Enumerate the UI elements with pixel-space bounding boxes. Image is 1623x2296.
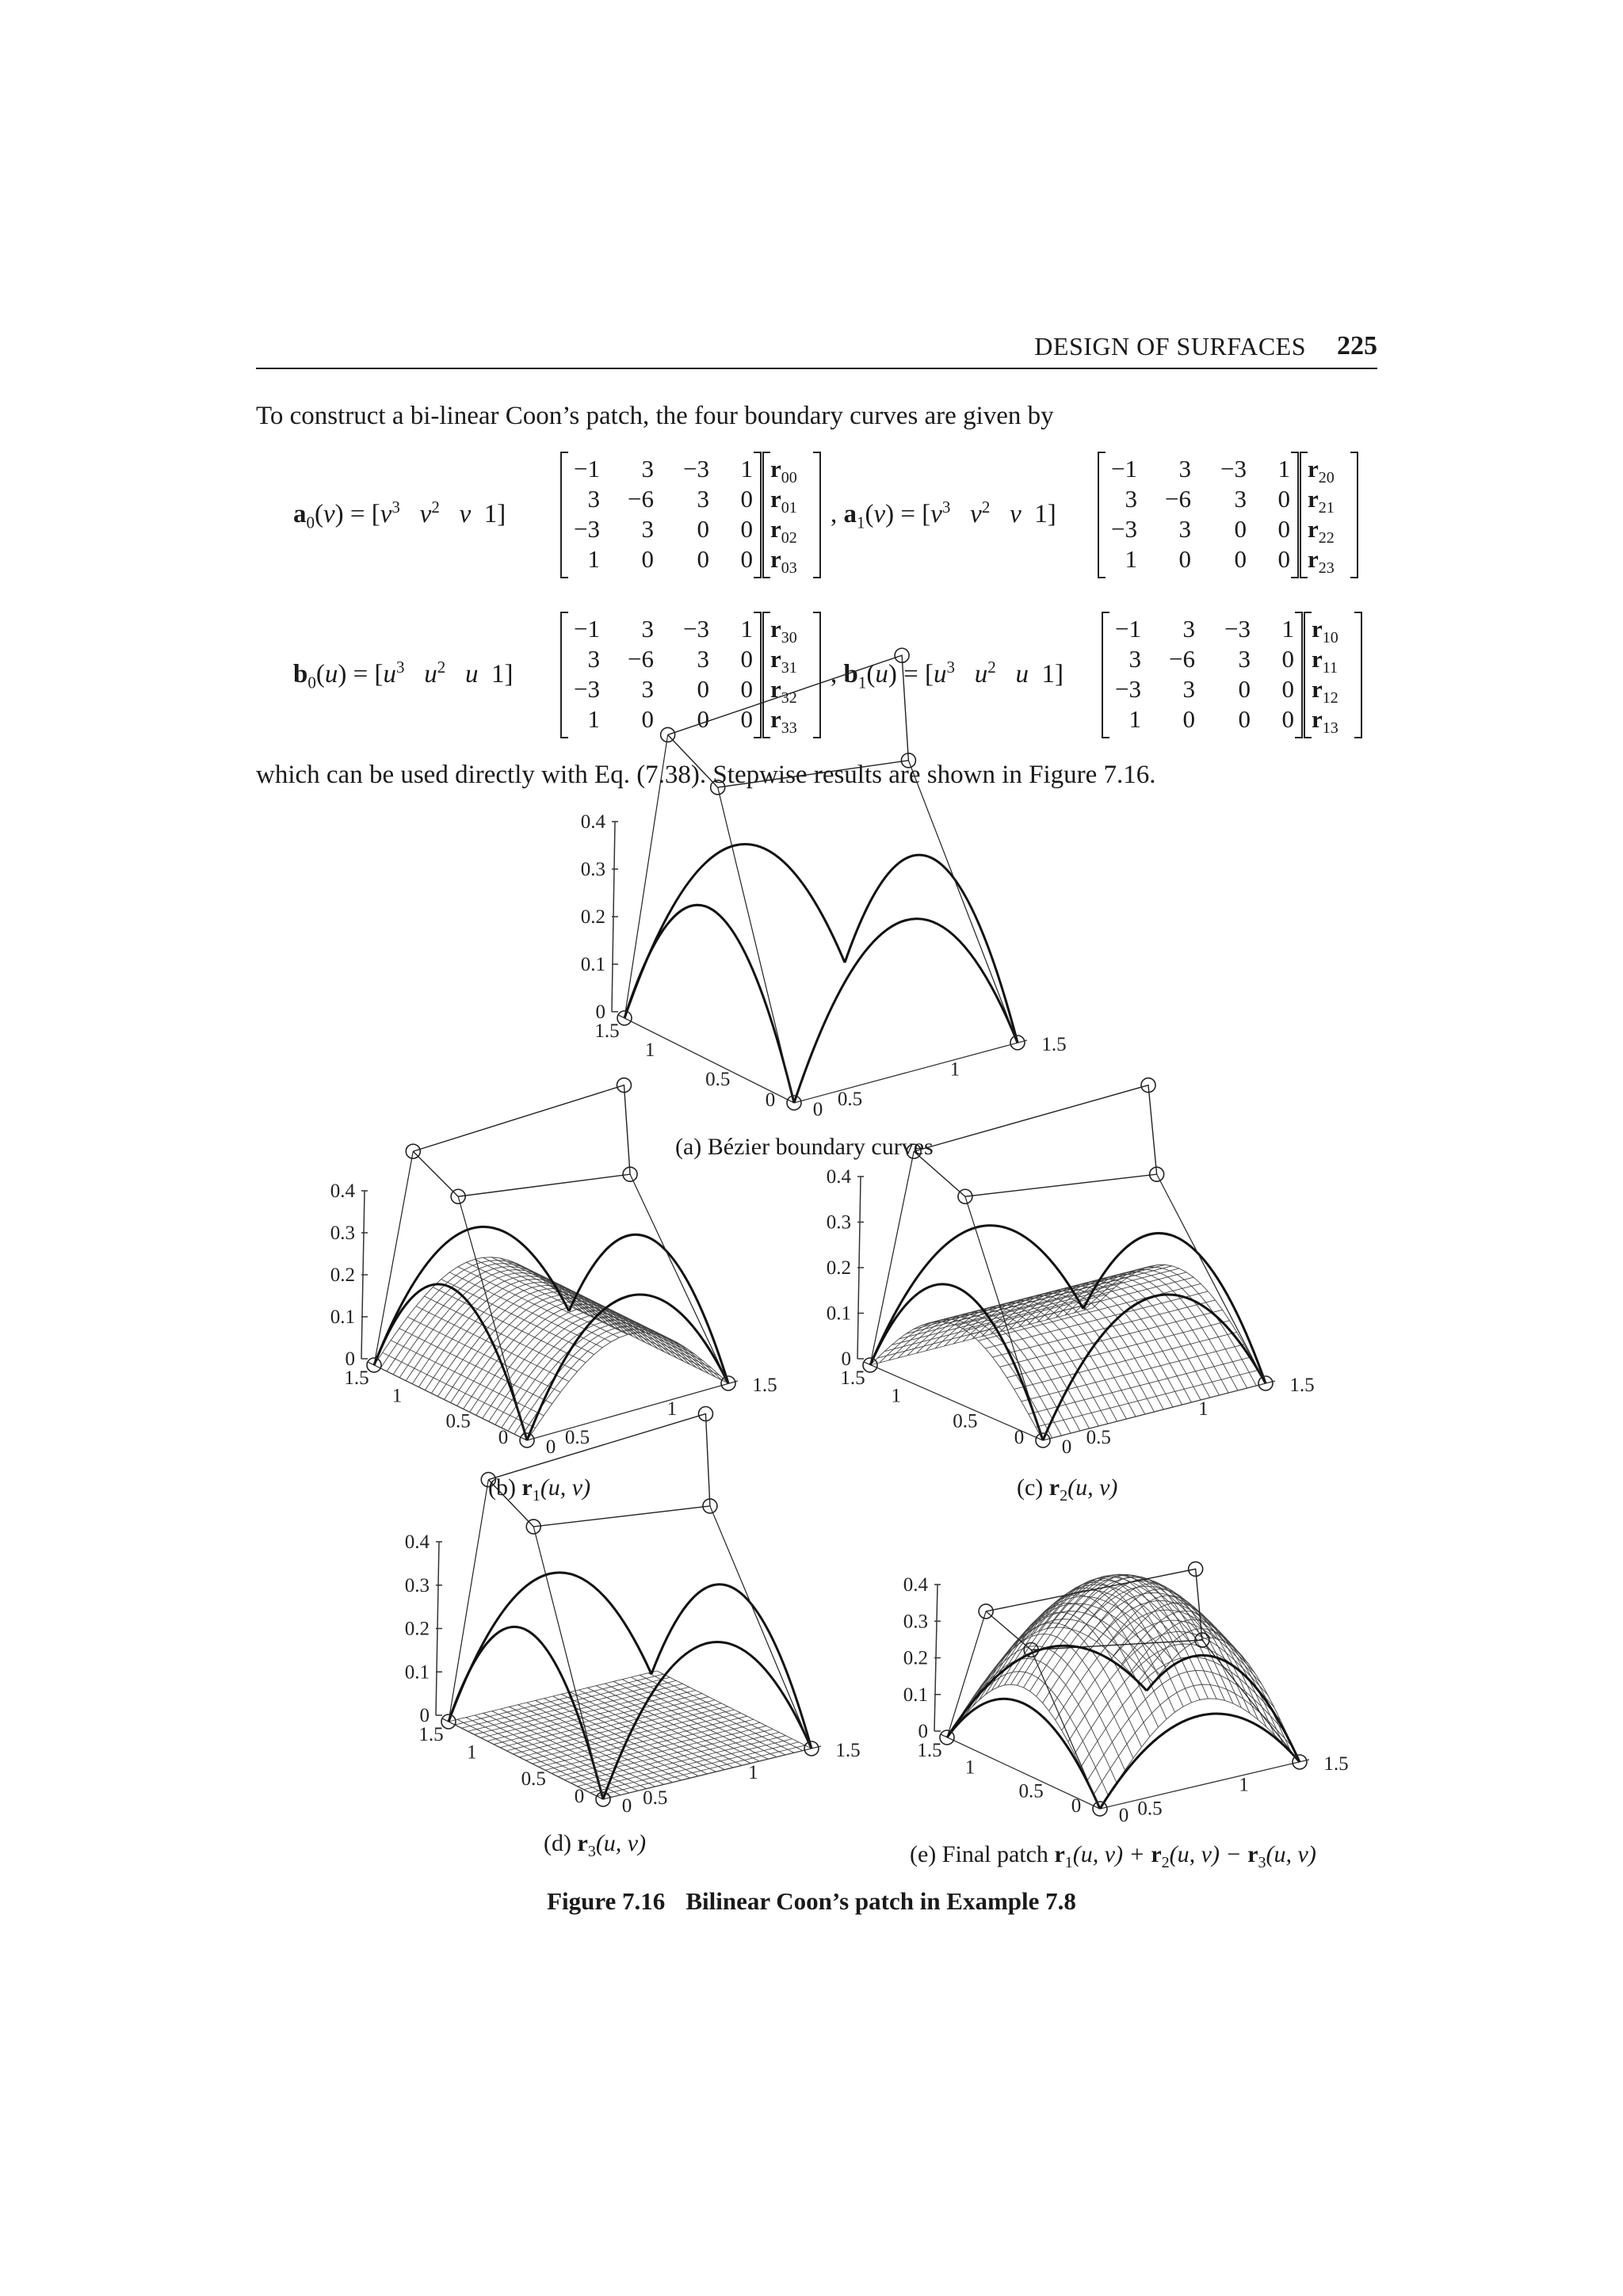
vector-entry: $r_{23}$ (1308, 545, 1335, 578)
axis-tick-label: 1 (644, 1039, 655, 1062)
subcaption-c (1017, 1474, 1117, 1505)
axis-tick-label: 1 (467, 1741, 477, 1764)
matrix-cell: −6 (1165, 485, 1191, 513)
matrix-cell: 3 (697, 485, 709, 513)
vector-entry: $r_{20}$ (1308, 455, 1335, 487)
matrix-cell: −3 (1111, 515, 1137, 543)
subcaption-c-vec: r (1048, 1474, 1060, 1501)
vector-entry: $r_{21}$ (1308, 485, 1335, 517)
axis-tick-label: 0.5 (1137, 1798, 1163, 1820)
matrix-cell: 3 (641, 455, 654, 482)
subcaption-b-args: (u, v) (540, 1474, 591, 1501)
matrix-cell: −3 (574, 675, 600, 703)
matrix-cell: 3 (1182, 675, 1195, 703)
z-tick-label: 0.3 (404, 1574, 430, 1596)
z-tick-label: 0.1 (580, 954, 605, 975)
matrix-cell: 3 (641, 615, 654, 643)
z-tick-label: 0.3 (826, 1211, 851, 1234)
subcaption-e-s1: 1 (1064, 1854, 1073, 1871)
matrix-cell: 0 (1277, 545, 1290, 573)
axis-tick-label: 1.5 (1289, 1375, 1315, 1396)
subcaption-b-sub: 1 (532, 1487, 540, 1505)
axis-tick-label: 0.5 (837, 1089, 863, 1110)
axis-tick-label: 1.5 (917, 1740, 942, 1761)
equation-lhs: , $a_1(v) = [v^3$ $v^2$ v 1] (831, 498, 1056, 532)
matrix-cell: −1 (574, 615, 600, 643)
vector-entry: $r_{00}$ (770, 455, 797, 487)
vector-entry: $r_{13}$ (1312, 705, 1338, 738)
matrix-cell: −1 (1115, 615, 1141, 643)
matrix-cell: −6 (628, 645, 654, 673)
matrix-cell: 0 (1277, 485, 1290, 513)
equation-lhs: , $b_1(u) = [u^3$ $u^2$ u 1] (831, 658, 1064, 692)
matrix-cell: 0 (697, 545, 709, 573)
axis-tick-label: 0 (1071, 1795, 1082, 1817)
matrix-cell: −1 (1111, 455, 1137, 482)
matrix-cell: −3 (683, 615, 709, 643)
subcaption-d (544, 1830, 646, 1861)
matrix-cell: 0 (1281, 645, 1294, 673)
subcaption-e-t6: (u, v) (1266, 1841, 1316, 1867)
matrix-cell: 3 (641, 675, 654, 703)
matrix-cell: 0 (740, 545, 753, 573)
axis-tick-label: 1 (1198, 1398, 1209, 1421)
axis-tick-label: 0.5 (1018, 1780, 1044, 1802)
axis-tick-label: 0 (574, 1786, 585, 1807)
z-tick-label: 0 (595, 1001, 605, 1023)
axis-tick-label: 1.5 (752, 1375, 777, 1396)
matrix-cell: 1 (587, 545, 600, 573)
subcaption-e-s3: 2 (1161, 1854, 1170, 1871)
axis-tick-label: 1 (1239, 1774, 1249, 1796)
axis-tick-label: 1 (949, 1058, 960, 1081)
vector-entry: $r_{12}$ (1312, 675, 1338, 707)
subcaption-d-sub: 3 (587, 1843, 596, 1860)
vector-entry: $r_{03}$ (770, 545, 797, 578)
matrix-cell: 0 (1182, 705, 1195, 733)
axis-tick-label: 0.5 (953, 1410, 978, 1432)
z-tick-label: 0 (841, 1348, 851, 1370)
plot-panel-a (581, 648, 1067, 1120)
z-tick-label: 0.3 (580, 859, 605, 880)
matrix-cell: 0 (1238, 675, 1251, 703)
page-number: 225 (1337, 331, 1377, 360)
axis-tick-label: 0 (812, 1099, 823, 1120)
vector-entry: $r_{31}$ (770, 645, 797, 677)
z-tick-label: 0.1 (826, 1302, 851, 1325)
matrix-cell: −3 (1224, 615, 1251, 643)
matrix-cell: 3 (1178, 515, 1191, 543)
matrix-cell: 0 (697, 705, 709, 733)
axis-tick-label: 0.5 (564, 1427, 590, 1448)
matrix-cell: 1 (587, 705, 600, 733)
matrix-cell: 0 (1178, 545, 1191, 573)
vector-entry: $r_{22}$ (1308, 515, 1335, 547)
matrix-cell: 3 (1234, 485, 1247, 513)
z-tick-label: 0 (918, 1721, 928, 1742)
equation-lhs: $a_0(v) = [v^3$ $v^2$ v 1] (293, 498, 506, 532)
intro-paragraph: To construct a bi-linear Coon’s patch, the four boundary curves are given by (256, 402, 1054, 430)
matrix-cell: 0 (740, 705, 753, 733)
z-tick-label: 0.4 (826, 1166, 851, 1188)
vector-entry: $r_{32}$ (770, 675, 797, 707)
z-tick-label: 0.1 (404, 1661, 430, 1684)
z-tick-label: 0.3 (903, 1611, 928, 1633)
matrix-cell: 1 (1128, 705, 1141, 733)
axis-tick-label: 1.5 (594, 1020, 620, 1042)
matrix-cell: 0 (1234, 515, 1247, 543)
matrix-cell: −3 (1220, 455, 1247, 482)
z-tick-label: 0.4 (404, 1531, 430, 1553)
axis-tick-label: 0 (1061, 1436, 1072, 1458)
axis-tick-label: 1.5 (344, 1367, 369, 1389)
subcaption-d-vec: r (577, 1830, 588, 1856)
running-title-text: DESIGN OF SURFACES (1034, 332, 1306, 360)
matrix-cell: 0 (641, 705, 654, 733)
matrix-cell: 1 (1125, 545, 1137, 573)
subcaption-c-args: (u, v) (1067, 1474, 1118, 1501)
axis-tick-label: 1 (748, 1761, 758, 1783)
matrix-cell: 1 (1281, 615, 1294, 643)
subcaption-e-r3: r (1247, 1841, 1258, 1867)
figure-caption (0, 1887, 1623, 1916)
z-tick-label: 0.4 (903, 1574, 928, 1596)
subcaption-c-prefix: (c) (1017, 1474, 1049, 1501)
matrix-cell: 3 (587, 645, 600, 673)
matrix-cell: 3 (1125, 485, 1137, 513)
z-tick-label: 0.4 (580, 811, 605, 833)
z-tick-label: 0.3 (330, 1222, 355, 1244)
matrix-cell: 0 (1281, 675, 1294, 703)
matrix-cell: 3 (587, 485, 600, 513)
matrix-cell: 0 (697, 675, 709, 703)
matrix-cell: 0 (697, 515, 709, 543)
matrix-cell: 0 (1281, 705, 1294, 733)
matrix-cell: 3 (697, 645, 709, 673)
z-tick-label: 0.1 (330, 1306, 355, 1328)
subcaption-d-args: (u, v) (595, 1830, 647, 1856)
axis-tick-label: 1 (391, 1385, 403, 1407)
matrix-cell: 1 (740, 615, 753, 643)
matrix-cell: 0 (740, 515, 753, 543)
matrix-cell: 3 (1238, 645, 1251, 673)
vector-entry: $r_{11}$ (1312, 645, 1338, 677)
axis-tick-label: 1 (964, 1756, 976, 1779)
axis-tick-label: 1.5 (1323, 1753, 1349, 1775)
axis-tick-label: 1 (891, 1385, 901, 1407)
plot-panel-d (405, 1407, 861, 1817)
subcaption-c-sub: 2 (1060, 1487, 1068, 1505)
z-tick-label: 0.4 (330, 1180, 355, 1202)
subcaption-e (910, 1841, 1316, 1872)
matrix-cell: 0 (740, 645, 753, 673)
z-tick-label: 0.2 (330, 1264, 355, 1286)
matrix-cell: 1 (1277, 455, 1290, 482)
matrix-cell: 1 (740, 455, 753, 482)
z-tick-label: 0.2 (826, 1257, 851, 1279)
axis-tick-label: 0 (765, 1089, 776, 1111)
z-tick-label: 0 (345, 1348, 355, 1370)
axis-tick-label: 1.5 (1041, 1034, 1067, 1055)
matrix-cell: 3 (1178, 455, 1191, 482)
z-tick-label: 0.2 (903, 1647, 928, 1669)
subcaption-e-t4: (u, v) − (1169, 1841, 1248, 1867)
matrix-cell: −3 (683, 455, 709, 482)
matrix-cell: −1 (574, 455, 600, 482)
axis-tick-label: 0 (498, 1427, 509, 1448)
subcaption-d-prefix: (d) (544, 1830, 578, 1856)
axis-tick-label: 0.5 (643, 1787, 668, 1809)
axis-tick-label: 0.5 (445, 1410, 471, 1432)
matrix-cell: 0 (641, 545, 654, 573)
matrix-cell: 3 (641, 515, 654, 543)
axis-tick-label: 1.5 (418, 1724, 444, 1745)
vector-entry: $r_{10}$ (1312, 615, 1338, 647)
z-tick-label: 0.2 (580, 906, 605, 928)
axis-tick-label: 0 (545, 1436, 556, 1458)
subcaption-b (488, 1474, 590, 1505)
axis-tick-label: 1.5 (835, 1740, 861, 1761)
matrix-cell: −6 (1169, 645, 1195, 673)
axis-tick-label: 0.5 (705, 1068, 731, 1090)
subcaption-e-t2: (u, v) + (1072, 1841, 1151, 1867)
matrix-cell: −3 (574, 515, 600, 543)
axis-tick-label: 1.5 (840, 1367, 865, 1389)
subcaption-e-prefix: (e) Final patch (910, 1841, 1055, 1867)
axis-tick-label: 0.5 (1086, 1427, 1111, 1448)
equation-lhs: $b_0(u) = [u^3$ $u^2$ u 1] (293, 658, 514, 692)
plot-panel-e (903, 1562, 1349, 1826)
vector-entry: $r_{30}$ (770, 615, 797, 647)
axis-tick-label: 0 (1118, 1805, 1129, 1826)
matrix-cell: 3 (1128, 645, 1141, 673)
axis-tick-label: 1 (666, 1398, 678, 1421)
matrix-cell: 0 (1277, 515, 1290, 543)
axis-tick-label: 0.5 (521, 1768, 546, 1790)
subcaption-a: (a) Bézier boundary curves (675, 1134, 934, 1160)
matrix-cell: 0 (1238, 705, 1251, 733)
figure-label: Figure 7.16 (547, 1887, 666, 1915)
matrix-cell: 0 (1234, 545, 1247, 573)
matrix-cell: −3 (1115, 675, 1141, 703)
subcaption-b-vec: r (521, 1474, 533, 1501)
z-tick-label: 0.2 (404, 1618, 430, 1640)
subcaption-b-prefix: (b) (488, 1474, 522, 1501)
after-paragraph: which can be used directly with Eq. (7.38). Stepwise results are shown in Figure 7.16. (256, 761, 1156, 789)
subcaption-e-r2: r (1151, 1841, 1162, 1867)
axis-tick-label: 0 (1014, 1427, 1025, 1448)
matrix-cell: 0 (740, 485, 753, 513)
matrix-cell: 0 (740, 675, 753, 703)
axis-tick-label: 0 (621, 1795, 632, 1817)
z-tick-label: 0 (419, 1705, 430, 1726)
subcaption-e-s5: 3 (1258, 1854, 1266, 1871)
matrix-cell: −6 (628, 485, 654, 513)
vector-entry: $r_{01}$ (770, 485, 797, 517)
vector-entry: $r_{33}$ (770, 705, 797, 738)
subcaption-e-r1: r (1054, 1841, 1065, 1867)
vector-entry: $r_{02}$ (770, 515, 797, 547)
figure-title: Bilinear Coon’s patch in Example 7.8 (685, 1887, 1076, 1915)
z-tick-label: 0.1 (903, 1684, 928, 1706)
matrix-cell: 3 (1182, 615, 1195, 643)
